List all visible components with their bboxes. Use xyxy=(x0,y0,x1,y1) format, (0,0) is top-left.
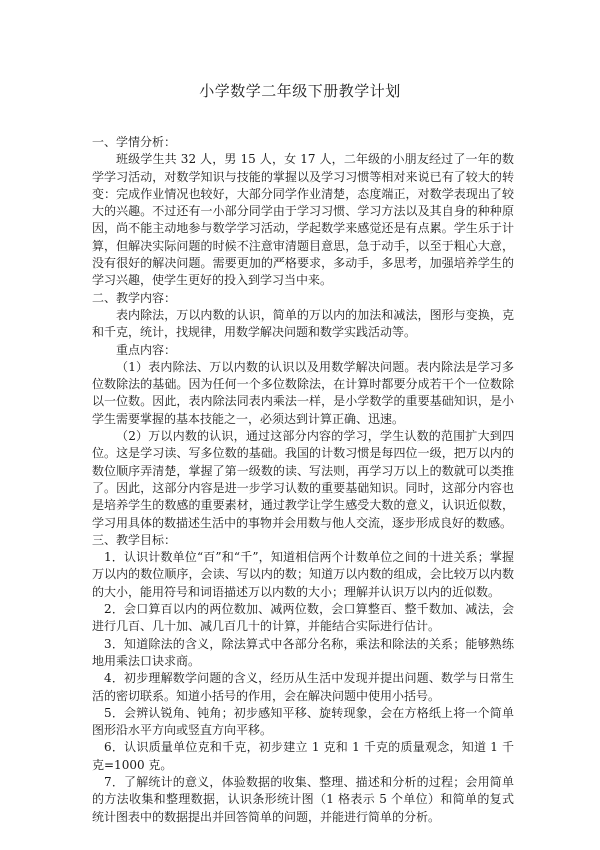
goal-item-5: 5．会辨认锐角、钝角；初步感知平移、旋转现象，会在方格纸上将一个简单图形沿水平方向或竖直方向平移。 xyxy=(92,705,514,738)
section-heading-content: 二、教学内容： xyxy=(92,290,177,305)
document-body xyxy=(92,134,514,826)
section-heading-goals: 三、教学目标： xyxy=(92,532,177,547)
goal-item-3: 3．知道除法的含义，除法算式中各部分名称，乘法和除法的关系；能够熟练地用乘法口诀求商。 xyxy=(92,636,514,668)
goal-item-4: 4．初步理解数学问题的含义，经历从生活中发现并提出问题、数学与日常生活的密切联系。知道小括号的作用，会在解决问题中使用小括号。 xyxy=(92,671,514,703)
goal-item-2: 2．会口算百以内的两位数加、减两位数，会口算整百、整千数加、减法，会进行几百、几十加、减几百几十的计算，并能结合实际进行估计。 xyxy=(92,602,514,634)
goal-item-6: 6．认识质量单位克和千克，初步建立 1 克和 1 千克的质量观念，知道 1 千克=1000 克。 xyxy=(92,740,514,772)
focus-item-1: （1）表内除法、万以内数的认识以及用数学解决问题。表内除法是学习多位数除法的基础。因为任何一个多位数除法，在计算时都要分成若干个一位数除以一位数。因此，表内除法同表内乘法一样，是小学数学的重要基础知识，是小学生需要掌握的基本技能之一，必须达到计算正确、迅速。 xyxy=(92,359,514,426)
goal-item-7: 7．了解统计的意义，体验数据的收集、整理、描述和分析的过程；会用简单的方法收集和整理数据，认识条形统计图（1 格表示 5 个单位）和简单的复式统计图表中的数据提出并回答简单的问题，并能进行简单的分析。 xyxy=(92,774,514,824)
document-title: 小学数学二年级下册教学计划 xyxy=(199,82,401,100)
analysis-paragraph: 班级学生共 32 人，男 15 人，女 17 人，二年级的小朋友经过了一年的数学学习活动，对数学知识与技能的掌握以及学习习惯等相对来说已有了较大的转变：完成作业情况也较好，大部分同学作业清楚，态度端正，对数学表现出了较大的兴趣。不过还有一小部分同学由于学习习惯、学习方法以及其自身的种种原因，尚不能主动地参与数学学习活动，学起数学来感觉还是有点累。学生乐于计算，但解决实际问题的时候不注意审清题目意思，急于动手，以至于粗心大意，没有很好的解决问题。需要更加的严格要求，多动手，多思考，加强培养学生的学习兴趣，使学生更好的投入到学习当中来。 xyxy=(92,152,514,288)
content-paragraph: 表内除法，万以内数的认识，简单的万以内的加法和减法，图形与变换，克和千克，统计，找规律，用数学解决问题和数学实践活动等。 xyxy=(92,307,514,340)
focus-item-2: （2）万以内数的认识，通过这部分内容的学习，学生认数的范围扩大到四位。这是学习读、写多位数的基础。我国的计数习惯是每四位一级，把万以内的数位顺序弄清楚，掌握了第一级数的读、写法则，再学习万以上的数就可以类推了。因此，这部分内容是进一步学习认数的重要基础知识。同时，这部分内容也是培养学生的数感的重要素材，通过教学让学生感受大数的意义，认识近似数，学习用具体的数描述生活中的事物并会用数与他人交流，逐步形成良好的数感。 xyxy=(92,429,514,530)
goal-item-1: 1．认识计数单位“百”和“千”，知道相信两个计数单位之间的十进关系；掌握万以内的数位顺序，会读、写以内的数；知道万以内数的组成，会比较万以内数的大小，能用符号和词语描述万以内数的大小；理解并认识万以内的近似数。 xyxy=(92,550,514,599)
section-heading-analysis: 一、学情分析： xyxy=(92,135,177,149)
focus-heading: 重点内容： xyxy=(116,342,177,357)
